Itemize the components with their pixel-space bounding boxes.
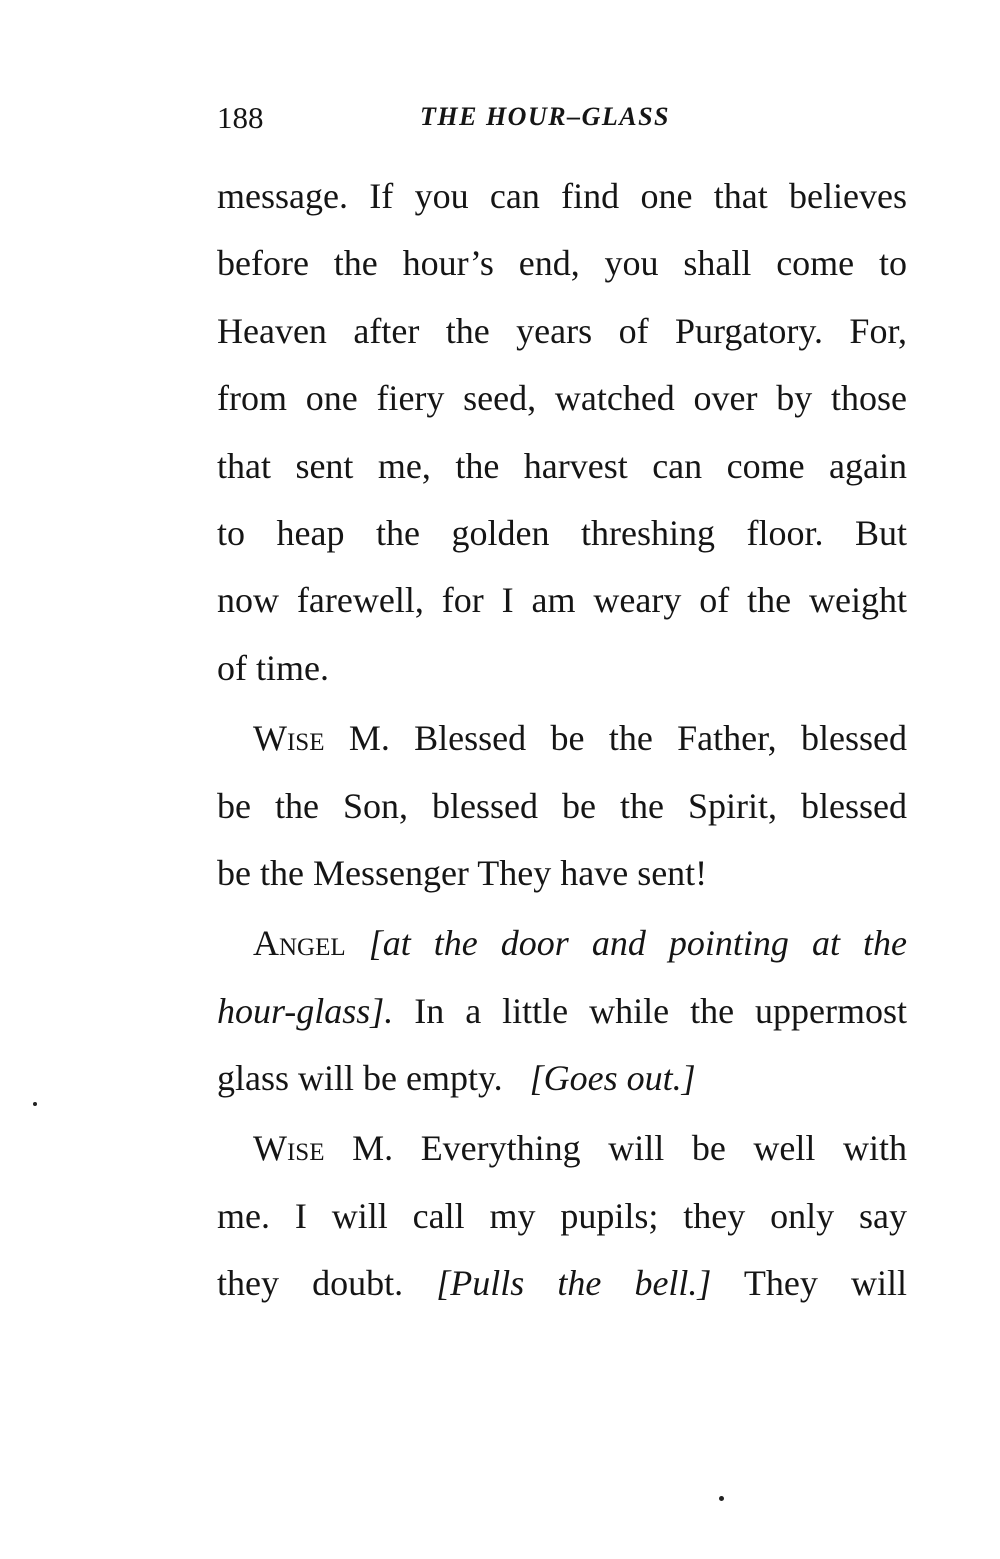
- paragraph-wise-man-blessing: [217, 705, 907, 907]
- stage-direction: [Pulls the bell.]: [436, 1263, 712, 1304]
- stage-direction: [at the door and pointing at the: [368, 923, 908, 964]
- text-line: message. If you can find one that believes: [217, 176, 907, 216]
- paragraph-angel-continuation: [217, 163, 907, 702]
- stage-direction: [Goes out.]: [529, 1058, 696, 1099]
- body-text: [217, 163, 907, 1318]
- text-line: now farewell, for I am weary of the weight: [217, 580, 907, 621]
- text-line: Wise M. Blessed be the Father, blessed: [253, 718, 907, 759]
- text-line: be the Messenger They have sent!: [217, 852, 708, 893]
- text-line: me. I will call my pupils; they only say: [217, 1195, 907, 1236]
- text-line: hour-glass]. In a little while the uppermost: [217, 990, 907, 1031]
- text-line: Heaven after the years of Purgatory. For,: [217, 310, 907, 351]
- text-line: [217, 910, 907, 977]
- text-line: to heap the golden threshing floor. But: [217, 512, 907, 553]
- running-title: THE HOUR–GLASS: [420, 102, 670, 131]
- page-number: 188: [217, 100, 264, 135]
- text-line: from one fiery seed, watched over by those: [217, 378, 907, 419]
- text-line: Wise M. Everything will be well with: [253, 1128, 907, 1169]
- running-head: [217, 100, 907, 140]
- scan-speck: [719, 1496, 724, 1501]
- text-line: glass will be empty. [Goes out.]: [217, 1058, 696, 1099]
- text-line: that sent me, the harvest can come again: [217, 445, 907, 486]
- text-line: they doubt. [Pulls the bell.] They will: [217, 1263, 908, 1304]
- speaker-name: Angel: [253, 923, 346, 964]
- scan-speck: [33, 1102, 37, 1106]
- text-line: before the hour’s end, you shall come to: [217, 243, 907, 284]
- text-line: be the Son, blessed be the Spirit, blessed: [217, 785, 907, 826]
- paragraph-angel-exit: [217, 910, 907, 1112]
- speaker-name: Wise M.: [253, 1128, 394, 1169]
- paragraph-wise-man-pupils: [217, 1115, 907, 1317]
- speaker-name: Wise M.: [253, 718, 390, 759]
- text-line: of time.: [217, 647, 329, 688]
- stage-direction: hour-glass].: [217, 990, 394, 1031]
